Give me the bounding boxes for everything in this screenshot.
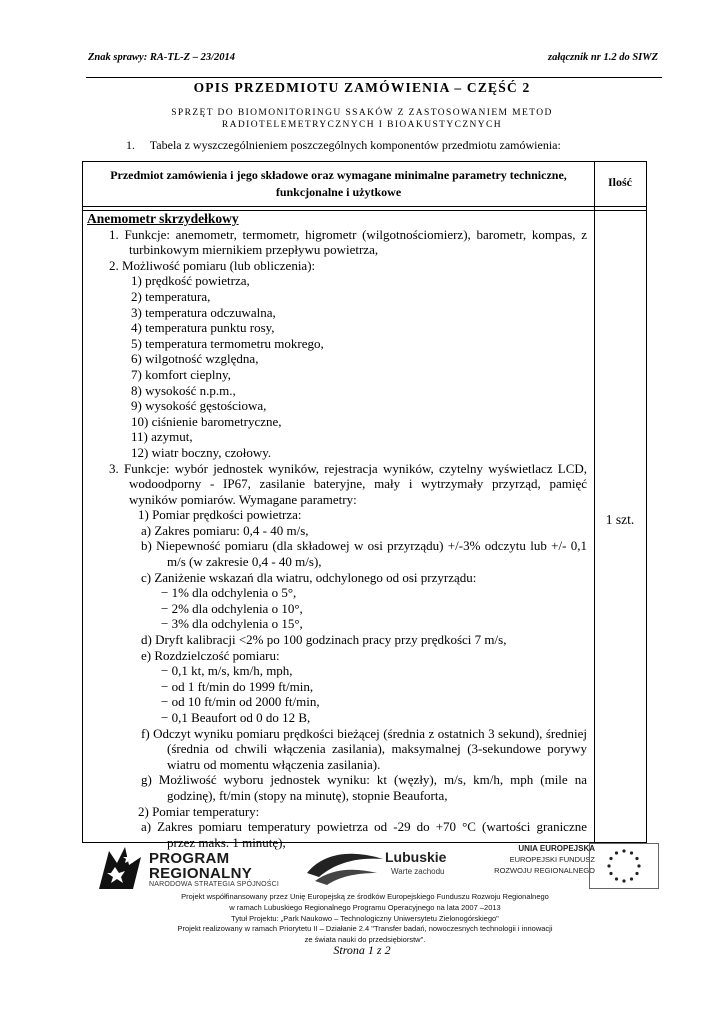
eu-star-icon — [630, 877, 633, 880]
spec-line: 2. Możliwość pomiaru (lub obliczenia): — [109, 257, 316, 273]
spec-line: 10) ciśnienie barometryczne, — [131, 413, 282, 429]
attachment-label: załącznik nr 1.2 do SIWZ — [548, 52, 658, 63]
spec-line: 9) wysokość gęstościowa, — [131, 398, 267, 414]
spec-line: 3) temperatura odczuwalna, — [131, 304, 276, 320]
eu-flag-icon — [589, 843, 659, 889]
case-reference: Znak sprawy: RA-TL-Z – 23/2014 — [88, 52, 235, 63]
eu-star-icon — [609, 872, 612, 875]
spec-line: 4) temperatura punktu rosy, — [131, 320, 275, 336]
column-divider — [594, 162, 595, 842]
spec-line: 12) wiatr boczny, czołowy. — [131, 444, 272, 460]
spec-line: 1. Funkcje: anemometr, termometr, higrometr (wilgotnościomierz), barometr, kompas, z turbinkowym miernikiem przepływu powietrza, — [109, 226, 587, 258]
eu-star-icon — [637, 864, 640, 867]
spec-line: 2) Pomiar temperatury: — [138, 803, 260, 819]
spec-line: − 1% dla odchylenia o 5°, — [161, 585, 297, 601]
spec-line: − 0,1 Beaufort od 0 do 12 B, — [161, 710, 311, 725]
spec-line: 6) wilgotność względna, — [131, 351, 259, 367]
footer-logos — [95, 843, 655, 893]
header-rule — [86, 77, 662, 78]
page-number: Strona 1 z 2 — [333, 943, 391, 957]
spec-line: 2) temperatura, — [131, 288, 211, 304]
eu-stars-icon — [590, 844, 658, 888]
eu-line-1: UNIA EUROPEJSKA — [518, 844, 595, 853]
spec-line: g) Możliwość wyboru jednostek wyniku: kt (węzły), m/s, km/h, mph (mile na godzinę), ft/min (stopy na minutę), stopnie Beauforta, — [141, 772, 587, 803]
item-description — [87, 211, 587, 850]
eu-star-icon — [615, 877, 618, 880]
program-title-line2: REGIONALNY — [149, 865, 253, 882]
spec-line: − 3% dla odchylenia o 15°, — [161, 616, 303, 632]
lubuskie-logo — [305, 843, 455, 893]
eu-star-icon — [609, 857, 612, 860]
spec-line: − od 10 ft/min od 2000 ft/min, — [161, 694, 320, 710]
spec-line: e) Rozdzielczość pomiaru: — [141, 647, 280, 663]
eu-line-3: ROZWOJU REGIONALNEGO — [494, 866, 595, 875]
spec-line: − 0,1 kt, m/s, km/h, mph, — [161, 663, 293, 679]
lubuskie-tagline: Warte zachodu — [391, 867, 445, 876]
funding-line: Projekt współfinansowany przez Unię Europejską ze środków Europejskiego Funduszu Rozwoju Regionalnego — [181, 892, 549, 901]
quantity-value: 1 szt. — [605, 512, 635, 527]
lubuskie-name: Lubuskie — [385, 849, 447, 865]
eu-star-icon — [615, 851, 618, 854]
intro-number: 1. — [126, 138, 135, 152]
spec-line: − 2% dla odchylenia o 10°, — [161, 600, 303, 616]
funding-line: w ramach Lubuskiego Regionalnego Programu Operacyjnego na lata 2007 –2013 — [229, 902, 501, 912]
eu-star-icon — [622, 849, 625, 852]
document-subtitle: SPRZĘT DO BIOMONITORINGU SSAKÓW Z ZASTOSOWANIEM METOD RADIOTELEMETRYCZNYCH I BIOAKUSTYCZNYCH — [171, 108, 553, 130]
column-header-description: Przedmiot zamówienia i jego składowe oraz wymagane minimalne parametry techniczne, funkcjonalne i użytkowe — [110, 168, 567, 199]
funding-statement — [120, 892, 610, 946]
program-regionalny-emblem-icon — [95, 843, 145, 893]
spec-line: d) Dryft kalibracji <2% po 100 godzinach pracy przy prędkości 7 m/s, — [141, 632, 507, 648]
spec-line: b) Niepewność pomiaru (dla składowej w osi przyrządu) +/-3% odczytu lub +/- 0,1 m/s (w zakresie 0,4 - 40 m/s), — [141, 538, 587, 570]
program-title — [149, 851, 252, 881]
eu-star-icon — [622, 879, 625, 882]
eu-star-icon — [635, 872, 638, 875]
funding-line: ze świata nauki do przedsiębiorstw". — [304, 935, 426, 945]
funding-line: Tytuł Projektu: „Park Naukowo – Technologiczny Uniwersytetu Zielonogórskiego" — [231, 913, 499, 923]
spec-line: a) Zakres pomiaru: 0,4 - 40 m/s, — [141, 522, 309, 538]
spec-line: 11) azymut, — [131, 429, 193, 445]
spec-line: c) Zaniżenie wskazań dla wiatru, odchylonego od osi przyrządu: — [141, 569, 477, 585]
spec-line: 8) wysokość n.p.m., — [131, 382, 236, 398]
spec-line: f) Odczyt wyniku pomiaru prędkości bieżącej (średnia z ostatnich 3 sekund), średniej (średnia od chwili włączenia zasilania), maksymalnej (3-sekundowe porywy wiatru od momentu włączenia zasilania). — [141, 725, 587, 772]
lubuskie-wave-icon — [305, 847, 385, 887]
eu-star-icon — [630, 851, 633, 854]
intro-paragraph — [126, 138, 561, 153]
program-regionalny-logo — [95, 843, 285, 893]
eu-line-2: EUROPEJSKI FUNDUSZ — [509, 855, 595, 864]
spec-line: 5) temperatura termometru mokrego, — [131, 335, 324, 351]
funding-line: Projekt realizowany w ramach Priorytetu II – Działanie 2.4 "Transfer badań, nowoczesnych technologii i innowacji — [177, 924, 553, 934]
eu-fund-label — [490, 843, 595, 876]
spec-line: − od 1 ft/min do 1999 ft/min, — [161, 678, 314, 694]
spec-line: 7) komfort cieplny, — [131, 366, 231, 382]
spec-line: 1) Pomiar prędkości powietrza: — [138, 507, 302, 523]
eu-star-icon — [607, 864, 610, 867]
program-subtitle: NARODOWA STRATEGIA SPÓJNOŚCI — [149, 881, 280, 888]
spec-line: 1) prędkość powietrza, — [131, 273, 250, 289]
header-divider — [83, 206, 646, 207]
document-title: OPIS PRZEDMIOTU ZAMÓWIENIA – CZĘŚĆ 2 — [193, 80, 531, 95]
program-title-line1: PROGRAM — [149, 850, 230, 867]
item-title: Anemometr skrzydełkowy — [87, 211, 239, 226]
intro-text: Tabela z wyszczególnieniem poszczególnych komponentów przedmiotu zamówienia: — [149, 138, 561, 152]
eu-star-icon — [635, 857, 638, 860]
column-header-quantity: Ilość — [608, 175, 632, 189]
spec-line: a) Zakres pomiaru temperatury powietrza od -29 do +70 °C (wartości graniczne przez maks. 1 minutę), — [141, 819, 587, 850]
spec-line: 3. Funkcje: wybór jednostek wyników, rejestracja wyników, czytelny wyświetlacz LCD, wodoodporny - IP67, zasilanie bateryjne, mały i wytrzymały przyrząd, pamięć wyników pomiarów. Wymagane parametry: — [109, 460, 587, 507]
